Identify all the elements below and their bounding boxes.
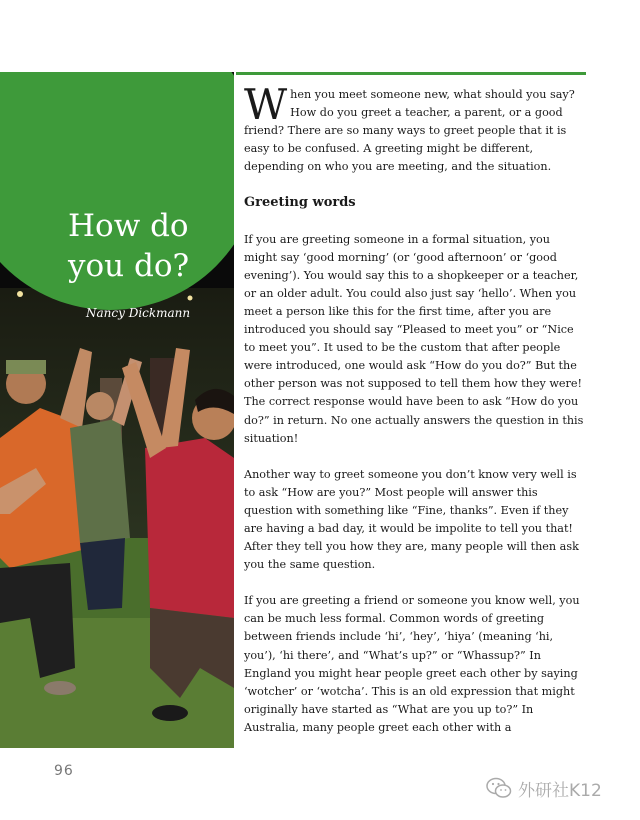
section-heading: Greeting words bbox=[244, 195, 356, 211]
watermark-text: 外研社K12 bbox=[518, 780, 602, 801]
page-number: 96 bbox=[54, 763, 74, 779]
left-panel bbox=[0, 72, 234, 748]
title-line-1: How do bbox=[68, 208, 189, 244]
paragraph-3: If you are greeting a friend or someone you know well, you can be much less formal. Common words of greeting between friends include ‘hi’, ‘hey’, ‘hiya’ (meaning ‘hi, you’), ‘hi there’, and “What’s up?” or “Whassup?” In England you might hear people greet each other by saying ‘wotcher’ or ‘wotcha’. This is an old expression that might originally have started as “What are you up to?” In Australia, many people greet each other with a bbox=[244, 594, 580, 734]
intro-paragraph bbox=[244, 80, 586, 176]
author-name: Nancy Dickmann bbox=[86, 306, 191, 320]
paragraph-1: If you are greeting someone in a formal situation, you might say ‘good morning’ (or ‘good afternoon’ or ‘good evening’). You would say this to a shopkeeper or a teacher, or an older adult. You could also just say ‘hello’. When you meet a person like this for the first time, after you are introduced you should say “Pleased to meet you” or “Nice to meet you”. It used to be the custom that after people were introduced, one would ask “How do you do?” But the other person was not supposed to tell them how they were! The correct response would have been to ask “How do you do?” in return. No one actually answers the question in this situation! bbox=[244, 232, 584, 445]
article-body bbox=[244, 80, 586, 755]
paragraph-2: Another way to greet someone you don’t know very well is to ask “How are you?” Most people will answer this question with something like “Fine, thanks”. Even if they are having a bad day, it would be impolite to tell you that! After they tell you how they are, many people will then ask you the same question. bbox=[244, 467, 579, 572]
wechat-icon bbox=[486, 777, 512, 799]
intro-text: hen you meet someone new, what should you say? How do you greet a teacher, a parent, or a good friend? There are so many ways to greet people that it is easy to be confused. A greeting might be different, depending on who you are meeting, and the situation. bbox=[244, 88, 575, 174]
drop-cap: W bbox=[244, 80, 288, 129]
people-greeting-photo bbox=[0, 288, 234, 748]
article-title bbox=[68, 206, 189, 286]
top-green-rule bbox=[236, 72, 586, 75]
watermark bbox=[486, 776, 602, 800]
title-line-2: you do? bbox=[68, 248, 190, 284]
